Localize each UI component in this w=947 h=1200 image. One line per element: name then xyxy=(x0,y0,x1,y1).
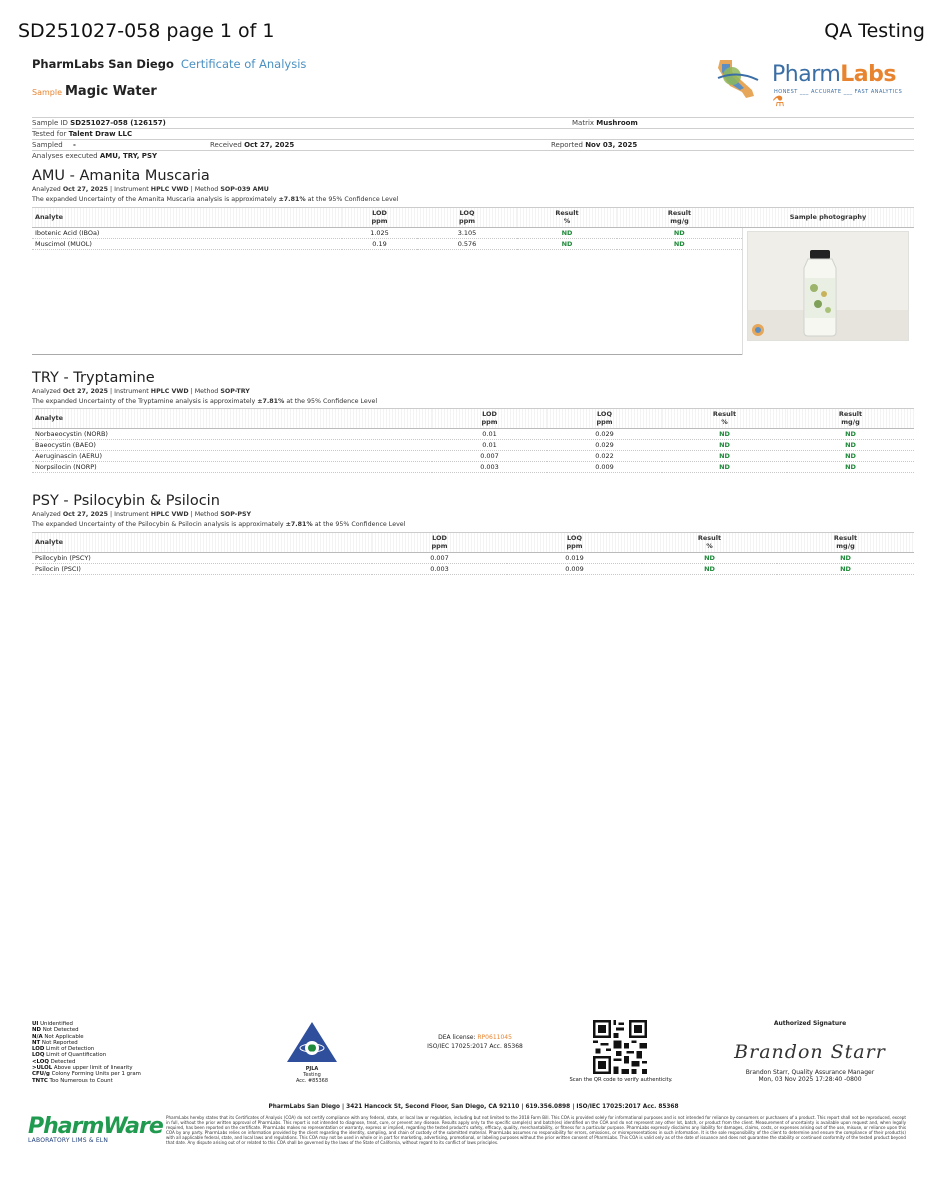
table-row xyxy=(32,440,914,451)
legend-abbr: LOD xyxy=(32,1046,45,1053)
pjla-logo-icon xyxy=(285,1020,339,1064)
sample-label: Sample xyxy=(32,88,62,97)
legend-abbr: TNTC xyxy=(32,1077,48,1084)
amu-analyzed-key: Analyzed xyxy=(32,186,61,193)
col-result-label: Result xyxy=(833,534,858,542)
dea-license xyxy=(400,1033,550,1051)
col-lod-unit: ppm xyxy=(431,541,448,550)
col-lod-unit: ppm xyxy=(371,216,388,225)
table-row xyxy=(32,553,914,564)
try-unc-val: ±7.81% xyxy=(257,398,285,405)
result-mg-value: ND xyxy=(787,429,914,440)
legend-desc: Above upper limit of linearity xyxy=(53,1065,133,1072)
legend-desc: Not Applicable xyxy=(44,1033,84,1040)
col-analyte: Analyte xyxy=(32,409,432,429)
result-mg-value: ND xyxy=(787,462,914,473)
try-unc-pre: The expanded Uncertainty of the Tryptamine analysis is approximately xyxy=(32,398,256,405)
psy-unc-post: at the 95% Confidence Level xyxy=(314,521,406,528)
psy-analyzed-key: Analyzed xyxy=(32,511,61,518)
reported-key: Reported xyxy=(551,141,583,149)
col-result-mg xyxy=(787,409,914,429)
col-loq-label: LOQ xyxy=(567,534,582,542)
col-result-unit: % xyxy=(706,541,713,550)
dea-number: RP0611045 xyxy=(477,1034,512,1041)
col-result-unit: mg/g xyxy=(670,216,689,225)
col-result-pct xyxy=(662,409,787,429)
table-row xyxy=(32,564,914,575)
tested-for-value: Talent Draw LLC xyxy=(68,130,133,138)
lod-value: 0.003 xyxy=(432,462,547,473)
amu-uncertainty xyxy=(32,196,398,203)
legend-desc: Not Reported xyxy=(41,1039,78,1046)
result-mg-value: ND xyxy=(787,451,914,462)
col-loq-label: LOQ xyxy=(597,410,612,418)
psy-instrument-key: Instrument xyxy=(114,511,149,518)
authorized-signature xyxy=(730,1020,890,1083)
analyses-key: Analyses executed xyxy=(32,152,98,160)
analyte-name: Norpsilocin (NORP) xyxy=(32,462,432,473)
loq-value: 0.029 xyxy=(547,429,662,440)
col-lod xyxy=(342,208,417,228)
col-lod-label: LOD xyxy=(432,534,447,542)
matrix-key: Matrix xyxy=(572,119,595,127)
sampled-key: Sampled xyxy=(32,141,63,149)
amu-analysis-meta: Analyzed Oct 27, 2025 | Instrument HPLC VWD | Method SOP-039 AMU xyxy=(32,186,269,193)
legend-desc: Colony Forming Units per 1 gram xyxy=(51,1071,141,1078)
abbreviation-legend xyxy=(32,1021,141,1084)
amu-unc-val: ±7.81% xyxy=(278,196,306,203)
result-pct-value: ND xyxy=(642,553,777,564)
col-result-label: Result xyxy=(667,209,692,217)
amu-unc-pre: The expanded Uncertainty of the Amanita Muscaria analysis is approximately xyxy=(32,196,277,203)
col-result-unit: % xyxy=(721,417,728,426)
verification-qr-icon[interactable] xyxy=(593,1020,647,1074)
table-row xyxy=(32,228,914,239)
legend-abbr: >ULOL xyxy=(32,1065,53,1072)
signature-heading: Authorized Signature xyxy=(773,1020,847,1027)
legend-abbr: NT xyxy=(32,1039,41,1046)
analyses-row xyxy=(32,152,157,160)
psy-instrument-value: HPLC VWD xyxy=(150,511,189,518)
col-lod-label: LOD xyxy=(372,209,387,217)
matrix-value: Mushroom xyxy=(596,119,638,127)
analyses-value: AMU, TRY, PSY xyxy=(99,152,158,160)
col-loq xyxy=(417,208,517,228)
pharmware-logo xyxy=(28,1114,163,1154)
result-pct-value: ND xyxy=(642,564,777,575)
loq-value: 0.019 xyxy=(507,553,642,564)
col-result-unit: mg/g xyxy=(841,417,860,426)
bottle-image xyxy=(748,232,908,340)
logo-brand-b: Labs xyxy=(840,62,896,87)
try-method-key: Method xyxy=(194,388,219,395)
divider xyxy=(32,117,914,118)
table-header-row xyxy=(32,533,914,553)
legend-desc: Unidentified xyxy=(40,1021,73,1027)
table-header-row xyxy=(32,208,914,228)
col-analyte: Analyte xyxy=(32,208,342,228)
amu-section-title: AMU - Amanita Muscaria xyxy=(32,168,210,184)
col-result-label: Result xyxy=(555,209,579,217)
sampled-row xyxy=(32,141,76,149)
loq-value: 0.009 xyxy=(507,564,642,575)
result-pct-value: ND xyxy=(517,239,617,250)
try-analyzed-key: Analyzed xyxy=(32,388,61,395)
legend-desc: Limit of Detection xyxy=(46,1046,95,1053)
pjla-accreditation xyxy=(282,1020,342,1084)
col-lod xyxy=(372,533,507,553)
table-header-row xyxy=(32,409,914,429)
lod-value: 0.007 xyxy=(432,451,547,462)
doc-type: Certificate of Analysis xyxy=(180,57,307,71)
loq-value: 3.105 xyxy=(417,228,517,239)
divider xyxy=(32,128,914,129)
try-uncertainty xyxy=(32,398,377,405)
col-loq-unit: ppm xyxy=(596,417,613,426)
col-result-mg xyxy=(617,208,742,228)
col-loq xyxy=(547,409,662,429)
result-pct-value: ND xyxy=(662,451,787,462)
col-loq-unit: ppm xyxy=(566,541,583,550)
sample-line xyxy=(32,80,157,99)
lod-value: 0.01 xyxy=(432,440,547,451)
sample-photo-cell xyxy=(742,228,914,355)
col-loq-label: LOQ xyxy=(459,209,475,217)
col-lod-unit: ppm xyxy=(481,417,498,426)
amu-instrument-key: Instrument xyxy=(114,186,149,193)
try-section-title: TRY - Tryptamine xyxy=(32,370,155,386)
lod-value: 0.19 xyxy=(342,239,417,250)
reported-row xyxy=(551,141,637,149)
legend-desc: Not Detected xyxy=(42,1027,79,1034)
result-pct-value: ND xyxy=(662,462,787,473)
divider xyxy=(32,150,914,151)
divider xyxy=(32,139,914,140)
legend-desc: Too Numerous to Count xyxy=(49,1077,113,1084)
tested-for-key: Tested for xyxy=(32,130,67,138)
received-key: Received xyxy=(210,141,242,149)
col-result-label: Result xyxy=(838,410,863,418)
result-mg-value: ND xyxy=(617,228,742,239)
analyte-name: Muscimol (MUOL) xyxy=(32,239,342,250)
col-analyte: Analyte xyxy=(32,533,372,553)
received-row xyxy=(210,141,294,149)
psy-analysis-meta: Analyzed Oct 27, 2025 | Instrument HPLC VWD | Method SOP-PSY xyxy=(32,511,252,518)
legal-disclaimer: PharmLabs hereby states that its Certificates of Analysis (COA) do not certify compliance with any federal, state, or local law or regulation, including but not limited to the 2018 Farm Bill. This COA is provided solely for informational purposes and is not intended for reliance by consumers or purchasers of a product. This report shall not be reproduced, except in full, without the prior written approval of PharmLabs. This report is not intended to diagnose, treat, cure, or prevent any disease. Results apply only to the specific sample(s) and batch(es) identified on the COA and do not represent any other lot, batch, or product from the client. Measurement of uncertainty is available upon request and, when legally required, has been reported on the certificate. PharmLabs makes no representation or warranty, express or implied, regarding the tested product's safety, efficacy, quality, merchantability, or fitness for a particular purpose. PharmLabs expressly disclaims any liability for damages, claims, costs, or expenses arising out of the use, misuse, or reliance upon this COA by any party. PharmLabs relies on information provided by the client regarding the identity, sampling, and chain of custody of the submitted material. PharmLabs assumes no responsibility for errors, omissions, or misrepresentations in such information. It is the sole responsibility of the client to determine and ensure the compliance of their product(s) with all applicable federal, state, and local laws and regulations. This COA may not be used in whole or in part for marketing, advertising, promotional, or labeling purposes without the prior written consent of PharmLabs. This COA is valid only as of the date of issuance and does not guarantee the stability or continued conformity of the tested product beyond that date. Any dispute arising out of or related to this COA shall be governed by the laws of the State of California, without regard to its conflict of laws principles. xyxy=(166,1115,906,1145)
col-loq-unit: ppm xyxy=(458,216,476,225)
logo-brand xyxy=(772,62,912,112)
pjla-name: PJLA xyxy=(305,1066,319,1072)
amu-method-value: SOP-039 AMU xyxy=(220,186,269,193)
col-result-unit: mg/g xyxy=(836,541,855,550)
psy-results-table xyxy=(32,532,914,575)
signature-date: Mon, 03 Nov 2025 17:28:40 -0800 xyxy=(758,1076,862,1083)
loq-value: 0.029 xyxy=(547,440,662,451)
pharmware-sub: LABORATORY LIMS & ELN xyxy=(28,1137,109,1144)
pjla-sub: Testing xyxy=(303,1072,321,1078)
legend-abbr: CFU/g xyxy=(32,1071,50,1078)
analyte-name: Psilocin (PSCI) xyxy=(32,564,372,575)
try-method-value: SOP-TRY xyxy=(220,388,250,395)
lod-value: 0.01 xyxy=(432,429,547,440)
dea-label: DEA license: xyxy=(438,1034,476,1041)
loq-value: 0.576 xyxy=(417,239,517,250)
amu-unc-post: at the 95% Confidence Level xyxy=(307,196,399,203)
california-map-icon xyxy=(712,56,764,100)
sample-id-row xyxy=(32,119,166,127)
dea-line xyxy=(400,1033,550,1042)
signer-name: Brandon Starr, Quality Assurance Manager xyxy=(745,1069,875,1076)
try-results-table xyxy=(32,408,914,473)
psy-section-title: PSY - Psilocybin & Psilocin xyxy=(32,493,220,509)
lab-line xyxy=(32,57,306,71)
flask-icon: ⚗ xyxy=(772,94,785,110)
sample-name: Magic Water xyxy=(65,84,157,99)
psy-analyzed-value: Oct 27, 2025 xyxy=(62,511,108,518)
legend-abbr: N/A xyxy=(32,1033,43,1040)
lab-name: PharmLabs San Diego xyxy=(32,57,174,71)
psy-unc-pre: The expanded Uncertainty of the Psilocybin & Psilocin analysis is approximately xyxy=(32,521,284,528)
result-pct-value: ND xyxy=(662,429,787,440)
amu-results-table xyxy=(32,207,914,355)
pharmlabs-logo xyxy=(712,52,912,110)
logo-brand-a: Pharm xyxy=(772,62,841,87)
col-result-unit: % xyxy=(563,216,571,225)
result-mg-value: ND xyxy=(787,440,914,451)
header-qa-label: QA Testing xyxy=(824,20,925,42)
psy-method-value: SOP-PSY xyxy=(220,511,252,518)
col-result-pct xyxy=(642,533,777,553)
psy-method-key: Method xyxy=(194,511,219,518)
try-instrument-key: Instrument xyxy=(114,388,149,395)
lod-value: 0.007 xyxy=(372,553,507,564)
col-result-mg xyxy=(777,533,914,553)
psy-uncertainty xyxy=(32,521,405,528)
col-result-pct xyxy=(517,208,617,228)
pharmware-title: PharmWare xyxy=(28,1114,163,1139)
legend-abbr: ND xyxy=(32,1027,41,1034)
lod-value: 0.003 xyxy=(372,564,507,575)
sampled-value: - xyxy=(72,141,76,149)
try-analyzed-value: Oct 27, 2025 xyxy=(62,388,108,395)
col-result-label: Result xyxy=(697,534,722,542)
lod-value: 1.025 xyxy=(342,228,417,239)
analyte-name: Psilocybin (PSCY) xyxy=(32,553,372,564)
amu-method-key: Method xyxy=(194,186,219,193)
col-photo: Sample photography xyxy=(742,208,914,228)
legend-abbr: LOQ xyxy=(32,1052,45,1059)
legend-abbr: UI xyxy=(32,1021,39,1027)
loq-value: 0.009 xyxy=(547,462,662,473)
amu-analyzed-value: Oct 27, 2025 xyxy=(62,186,108,193)
legend-desc: Limit of Quantification xyxy=(46,1052,107,1059)
matrix-row xyxy=(572,119,638,127)
iso-accreditation: ISO/IEC 17025:2017 Acc. 85368 xyxy=(427,1043,523,1050)
result-pct-value: ND xyxy=(662,440,787,451)
analyte-name: Ibotenic Acid (IBOa) xyxy=(32,228,342,239)
legend-desc: Detected xyxy=(50,1058,76,1065)
legend-abbr: <LOQ xyxy=(32,1058,49,1065)
amu-instrument-value: HPLC VWD xyxy=(150,186,189,193)
analyte-name: Baeocystin (BAEO) xyxy=(32,440,432,451)
lab-address: PharmLabs San Diego | 3421 Hancock St, Second Floor, San Diego, CA 92110 | 619.356.0898 | ISO/IEC 17025:2017 Acc. 85368 xyxy=(268,1104,679,1110)
analyte-name: Norbaeocystin (NORB) xyxy=(32,429,432,440)
result-pct-value: ND xyxy=(517,228,617,239)
col-lod xyxy=(432,409,547,429)
try-instrument-value: HPLC VWD xyxy=(150,388,189,395)
psy-unc-val: ±7.81% xyxy=(285,521,313,528)
page-title: SD251027-058 page 1 of 1 xyxy=(18,20,275,42)
logo-tagline: HONEST ___ ACCURATE ___ FAST ANALYTICS xyxy=(774,89,903,95)
result-mg-value: ND xyxy=(777,564,914,575)
sample-photo xyxy=(747,231,909,341)
qr-caption: Scan the QR code to verify authenticity. xyxy=(569,1077,673,1083)
pjla-acc: Acc. #85368 xyxy=(295,1078,329,1084)
try-analysis-meta: Analyzed Oct 27, 2025 | Instrument HPLC VWD | Method SOP-TRY xyxy=(32,388,250,395)
tested-for-row xyxy=(32,130,132,138)
col-loq xyxy=(507,533,642,553)
reported-value: Nov 03, 2025 xyxy=(585,141,638,149)
result-mg-value: ND xyxy=(777,553,914,564)
sample-id-value: SD251027-058 (126157) xyxy=(70,119,166,127)
loq-value: 0.022 xyxy=(547,451,662,462)
table-row xyxy=(32,462,914,473)
table-row xyxy=(32,451,914,462)
try-unc-post: at the 95% Confidence Level xyxy=(286,398,378,405)
col-lod-label: LOD xyxy=(482,410,497,418)
col-result-label: Result xyxy=(712,410,737,418)
received-value: Oct 27, 2025 xyxy=(244,141,295,149)
signature-image: Brandon Starr xyxy=(734,1041,886,1063)
result-mg-value: ND xyxy=(617,239,742,250)
analyte-name: Aeruginascin (AERU) xyxy=(32,451,432,462)
sample-id-key: Sample ID xyxy=(32,119,68,127)
legend-item xyxy=(32,1078,141,1084)
table-row xyxy=(32,429,914,440)
